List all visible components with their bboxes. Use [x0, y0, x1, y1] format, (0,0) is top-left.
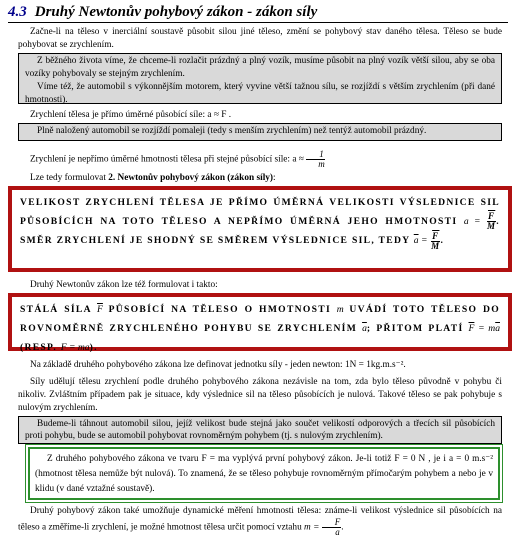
law-2-part-e: (RESP.: [20, 342, 58, 353]
section-heading: [8, 2, 508, 23]
law-2-part-d: ; PŘITOM PLATÍ: [366, 323, 464, 334]
alternate-formulation-paragraph: Druhý Newtonův zákon lze též formulovat i takto:: [30, 280, 218, 290]
fraction-numerator: 1: [306, 150, 325, 160]
loaded-car-paragraph: Plně naložený automobil se rozjíždí pomaleji (tedy s menším zrychlením) než tentýž automobil prázdný.: [37, 126, 427, 136]
law-2-formula: F = ma: [60, 342, 90, 353]
intro-paragraph: Začne-li na těleso v inerciální soustavě působit silou jiné těleso, změní se pohybový stav daného tělesa. Těleso se bude pohybovat se zrychlením.: [18, 27, 502, 50]
fraction-numerator: $\overline{F}$: [487, 211, 496, 222]
proportional-mass-paragraph: [18, 150, 502, 169]
dynamic-mass-text: Druhý pohybový zákon také umožňuje dynamické měření hmotnosti tělesa: známe-li velikost výslednice sil působících na těleso a změříme-li zrychlení, je možné hmotnost tělesa určit pomocí vztahu: [18, 506, 502, 533]
f-over-a-fraction: [322, 518, 342, 537]
forces-independence-paragraph: Síly udělují tělesu zrychlení podle druhého pohybového zákona nezávisle na tom, zda bylo těleso původně v pohybu či nikoliv. Zvláštním případem pak je situace, kdy výslednice sil na těleso působících je nulová. Takové těleso se pak pohybuje s nulovým zrychlením.: [18, 377, 502, 413]
first-law-paragraph: Z druhého pohybového zákona ve tvaru F = ma vyplývá první pohybový zákon. Je-li totiž F = 0 N , je i a = 0 m.s⁻² (hmotnost tělesa nemůže být nulová). To znamená, že se těleso pohybuje rovnoměrným přímočarým pohybem a nebo je v klidu (v dané vztažné soustavě).: [35, 454, 493, 494]
law-2-part-b: PŮSOBÍCÍ NA TĚLESO O HMOTNOSTI: [108, 304, 331, 315]
law-statement-1-direction: SMĚR ZRYCHLENÍ JE SHODNÝ SE SMĚREM VÝSLEDNICE SIL, TEDY: [20, 235, 411, 247]
f-over-m-fraction: [487, 212, 496, 231]
law-2-part-a: STÁLÁ SÍLA: [20, 304, 92, 315]
section-title: Druhý Newtonův pohybový zákon - zákon síly: [34, 4, 318, 20]
law-statement-2: STÁLÁ SÍLA $\overline{F}$ PŮSOBÍCÍ NA TĚLESO O HMOTNOSTI m UVÁDÍ TOTO TĚLESO DO ROVNOMĚRNĚ ZRYCHLENÉHO POHYBU SE ZRYCHLENÍM $\overline{a}$; PŘITOM PLATÍ $\overline{F} = m\overline{a}$ (RESP. F = ma).: [20, 304, 500, 353]
vector-f-over-m-fraction: [431, 232, 440, 251]
formulate-paragraph: Lze tedy formulovat 2. Newtonův pohybový zákon (zákon síly):: [30, 173, 276, 183]
law-2-part-c: UVÁDÍ TOTO TĚLESO DO ROVNOMĚRNĚ ZRYCHLENÉHO POHYBU SE ZRYCHLENÍM: [20, 304, 500, 334]
fraction-denominator: M: [431, 240, 441, 251]
law-statement-1: VELIKOST ZRYCHLENÍ TĚLESA JE PŘÍMO ÚMĚRNÁ VELIKOSTI VÝSLEDNICE SIL PŮSOBÍCÍCH NA TOTO TĚLESO A NEPŘÍMO ÚMĚRNÁ JEHO HMOTNOSTI a = $\frac{\overline{F}}{M}$ . SMĚR ZRYCHLENÍ JE SHODNÝ SE SMĚREM VÝSLEDNICE SIL, TEDY $\overline{a}$ = $\frac{\overline{F}}{M}$ .: [20, 197, 500, 251]
force-vector: $\overline{F}$: [97, 304, 103, 315]
mass-symbol: m: [336, 304, 344, 315]
law-definition-box-1: [8, 186, 512, 272]
acceleration-vector: $\overline{a}$: [362, 323, 367, 334]
experience-paragraph-1: Z běžného života víme, že chceme-li rozlačit prázdný a plný vozík, musíme působit na plný vozík větší silou, aby se oba vozíky pohybovaly se stejným zrychlením.: [25, 56, 495, 79]
fraction-numerator: $\overline{F}$: [432, 230, 440, 241]
fraction-denominator: m: [318, 159, 325, 169]
law-definition-box-2: [8, 293, 512, 351]
fraction-numerator: F: [322, 518, 342, 528]
section-number: 4.3: [8, 4, 27, 20]
newton-definition-paragraph: Na základě druhého pohybového zákona lze definovat jednotku síly - jeden newton: 1N = 1kg.m.s⁻².: [30, 360, 406, 370]
one-over-m-fraction: [306, 150, 325, 169]
experience-box: [18, 53, 502, 104]
proportional-force-paragraph: Zrychlení tělesa je přímo úměrné působící síle: a ≈ F .: [30, 110, 232, 120]
towed-car-box: [18, 416, 502, 444]
proportional-mass-text: Zrychlení je nepřímo úměrné hmotnosti tělesa při stejné působící síle: a ≈: [30, 154, 304, 165]
dynamic-mass-paragraph: Druhý pohybový zákon také umožňuje dynamické měření hmotnosti tělesa: známe-li velikost výslednice sil působících na těleso a změříme-li zrychlení, je možné hmotnost tělesa určit pomocí vztahu m = $\frac{F}{a}$ .: [18, 506, 502, 537]
loaded-car-box: [18, 123, 502, 141]
experience-paragraph-2: Víme též, že automobil s výkonnějším motorem, který vyvine větší tažnou sílu, se rozjíždí s větším zrychlením (při dané hmotnosti).: [25, 82, 495, 105]
fraction-denominator: a: [335, 527, 340, 537]
first-law-box: [28, 447, 500, 500]
law-statement-1-text: VELIKOST ZRYCHLENÍ TĚLESA JE PŘÍMO ÚMĚRNÁ VELIKOSTI VÝSLEDNICE SIL PŮSOBÍCÍCH NA TOTO TĚLESO A NEPŘÍMO ÚMĚRNÁ JEHO HMOTNOSTI: [20, 197, 500, 227]
fraction-denominator: M: [486, 221, 497, 232]
acceleration-vector: $\overline{a}$: [413, 235, 419, 247]
law-name: 2. Newtonův pohybový zákon (zákon síly): [108, 173, 274, 183]
towed-car-paragraph: Budeme-li táhnout automobil silou, jejíž velikost bude stejná jako součet velikostí odporových a třecích sil působících proti pohybu, bude se automobil pohybovat rovnoměrným pohybem (tj. s nulovým zrychlením).: [25, 419, 495, 441]
formulate-text: Lze tedy formulovat: [30, 173, 106, 183]
